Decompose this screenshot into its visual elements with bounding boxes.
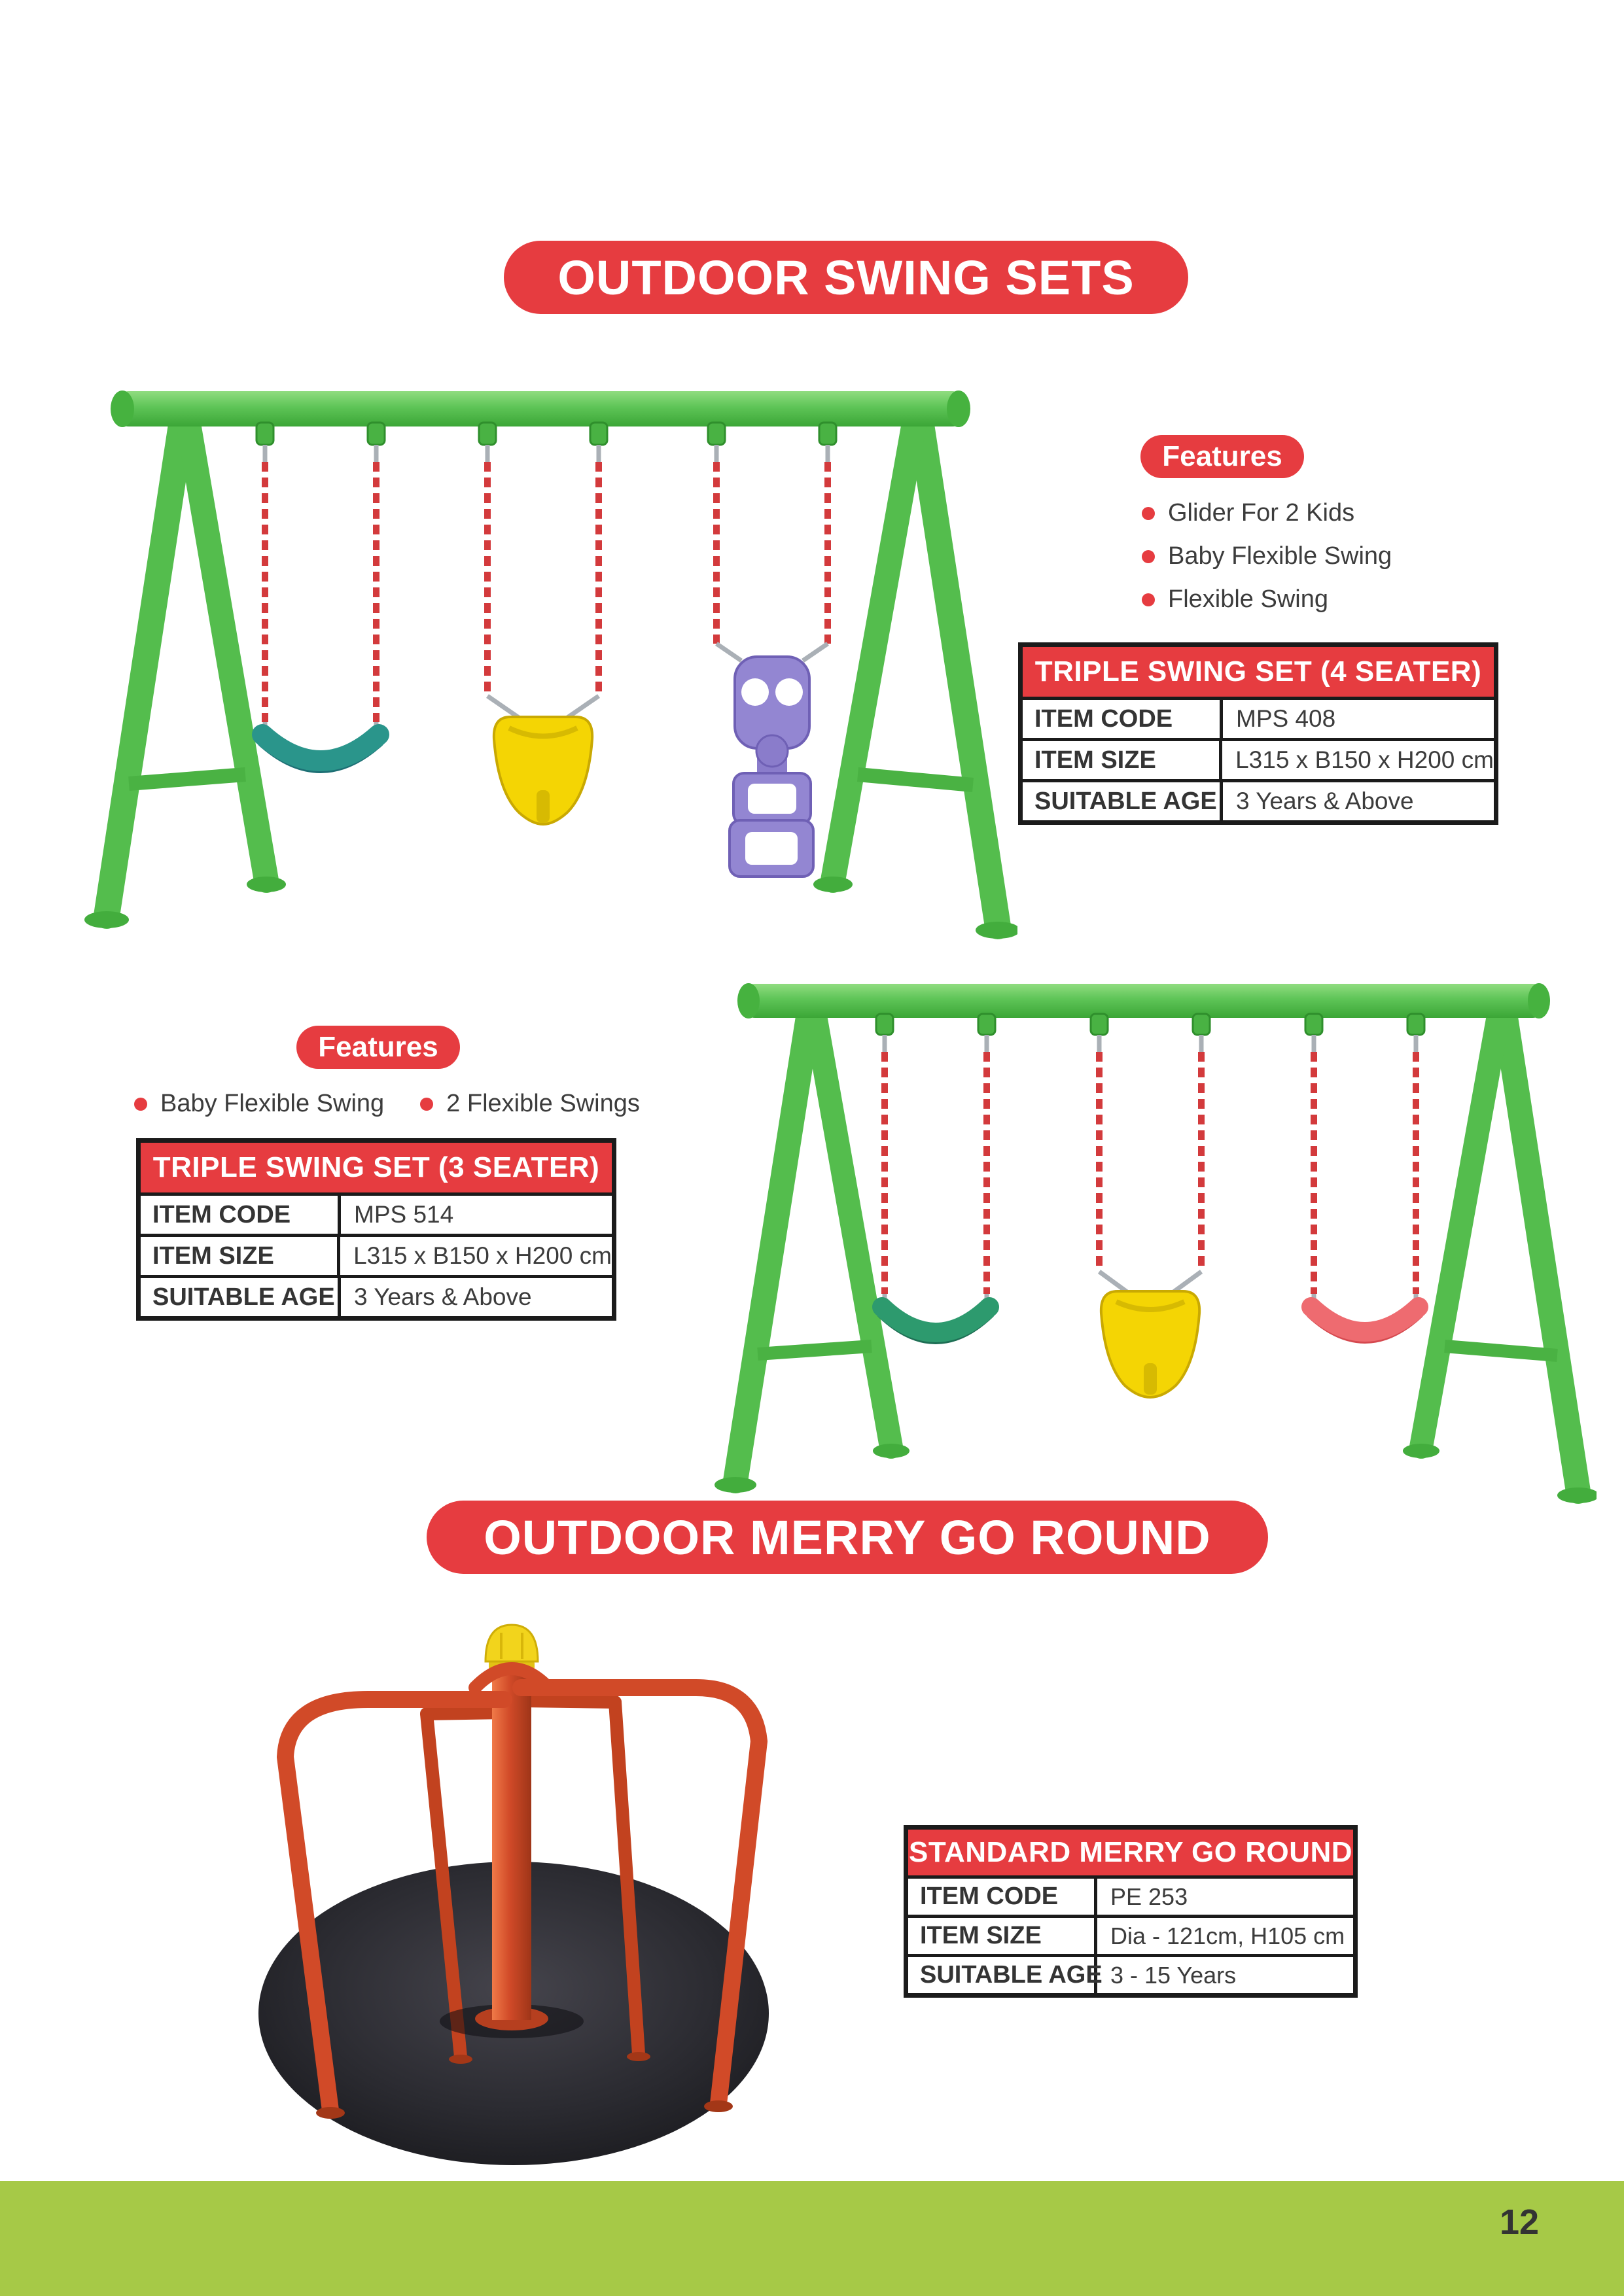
spec-row-suitable-age — [1023, 779, 1494, 820]
chains — [885, 1052, 1416, 1294]
spec-row-suitable-age — [908, 1954, 1353, 1993]
a-frame — [715, 983, 1597, 1503]
feature-text: Baby Flexible Swing — [160, 1090, 385, 1117]
swing-set-4-seater-photo — [49, 358, 1017, 954]
spec-label: ITEM CODE — [141, 1196, 341, 1234]
spec-row-suitable-age — [141, 1275, 612, 1316]
spec-label: ITEM CODE — [908, 1879, 1097, 1915]
features-badge: Features — [296, 1026, 460, 1069]
spec-label: SUITABLE AGE — [141, 1278, 341, 1316]
bullet-icon — [1142, 593, 1155, 606]
bullet-icon — [1142, 507, 1155, 520]
glider-swing-seat — [730, 657, 813, 877]
feature-item — [1142, 542, 1392, 570]
spec-value: L315 x B150 x H200 cm — [353, 1242, 612, 1269]
feature-item — [420, 1090, 640, 1118]
spec-label: SUITABLE AGE — [1023, 782, 1223, 820]
a-frame — [84, 391, 1017, 939]
feature-text: Flexible Swing — [1168, 585, 1328, 613]
spec-value: L315 x B150 x H200 cm — [1235, 746, 1494, 773]
spec-table-title: TRIPLE SWING SET (3 SEATER) — [141, 1143, 612, 1192]
bucket-swing-seat — [494, 717, 592, 824]
feature-item — [1142, 585, 1392, 614]
yellow-cap — [485, 1625, 538, 1661]
spec-value: 3 Years & Above — [354, 1283, 532, 1310]
spec-value: 3 - 15 Years — [1110, 1961, 1237, 1989]
merry-go-round-photo — [196, 1588, 838, 2183]
spec-value: MPS 408 — [1236, 705, 1336, 732]
spec-row-item-size — [908, 1915, 1353, 1954]
feature-text: Glider For 2 Kids — [1168, 499, 1355, 527]
spec-row-item-size — [141, 1234, 612, 1275]
section-title-outdoor-swing-sets: OUTDOOR SWING SETS — [504, 241, 1188, 314]
spec-table-standard-merry-go-round — [904, 1825, 1358, 1998]
spec-row-item-code — [1023, 697, 1494, 738]
belt-swing-seat — [262, 735, 379, 768]
spec-value: Dia - 121cm, H105 cm — [1110, 1922, 1345, 1949]
footer-band — [0, 2181, 1624, 2296]
spec-row-item-code — [908, 1875, 1353, 1915]
features-list-4-seater — [1142, 499, 1392, 614]
feature-text: 2 Flexible Swings — [446, 1090, 640, 1117]
spec-value: PE 253 — [1110, 1883, 1188, 1910]
features-badge: Features — [1140, 435, 1304, 478]
spec-row-item-code — [141, 1192, 612, 1234]
feature-item — [134, 1090, 384, 1118]
belt-swing-seat — [882, 1307, 989, 1339]
spec-label: ITEM SIZE — [141, 1237, 340, 1275]
belt-swing-seat-pink — [1311, 1307, 1419, 1338]
spec-table-title: TRIPLE SWING SET (4 SEATER) — [1023, 647, 1494, 697]
spec-value: 3 Years & Above — [1236, 788, 1414, 814]
spec-row-item-size — [1023, 738, 1494, 779]
spec-label: ITEM SIZE — [1023, 741, 1222, 779]
features-list-3-seater — [134, 1090, 640, 1118]
bullet-icon — [134, 1098, 147, 1111]
spec-table-triple-swing-4-seater — [1018, 642, 1498, 825]
feature-item — [1142, 499, 1392, 527]
spec-table-triple-swing-3-seater — [136, 1138, 616, 1321]
swing-set-3-seater-photo — [680, 954, 1597, 1516]
spec-label: SUITABLE AGE — [908, 1957, 1097, 1993]
spec-table-title: STANDARD MERRY GO ROUND — [908, 1830, 1353, 1875]
section-title-outdoor-merry-go-round: OUTDOOR MERRY GO ROUND — [427, 1501, 1268, 1574]
bucket-swing-seat — [1101, 1291, 1199, 1397]
spec-label: ITEM SIZE — [908, 1918, 1097, 1954]
bullet-icon — [420, 1098, 433, 1111]
spec-value: MPS 514 — [354, 1201, 454, 1228]
spec-label: ITEM CODE — [1023, 700, 1223, 738]
page-number: 12 — [1500, 2202, 1540, 2242]
feature-text: Baby Flexible Swing — [1168, 542, 1392, 570]
bullet-icon — [1142, 550, 1155, 563]
